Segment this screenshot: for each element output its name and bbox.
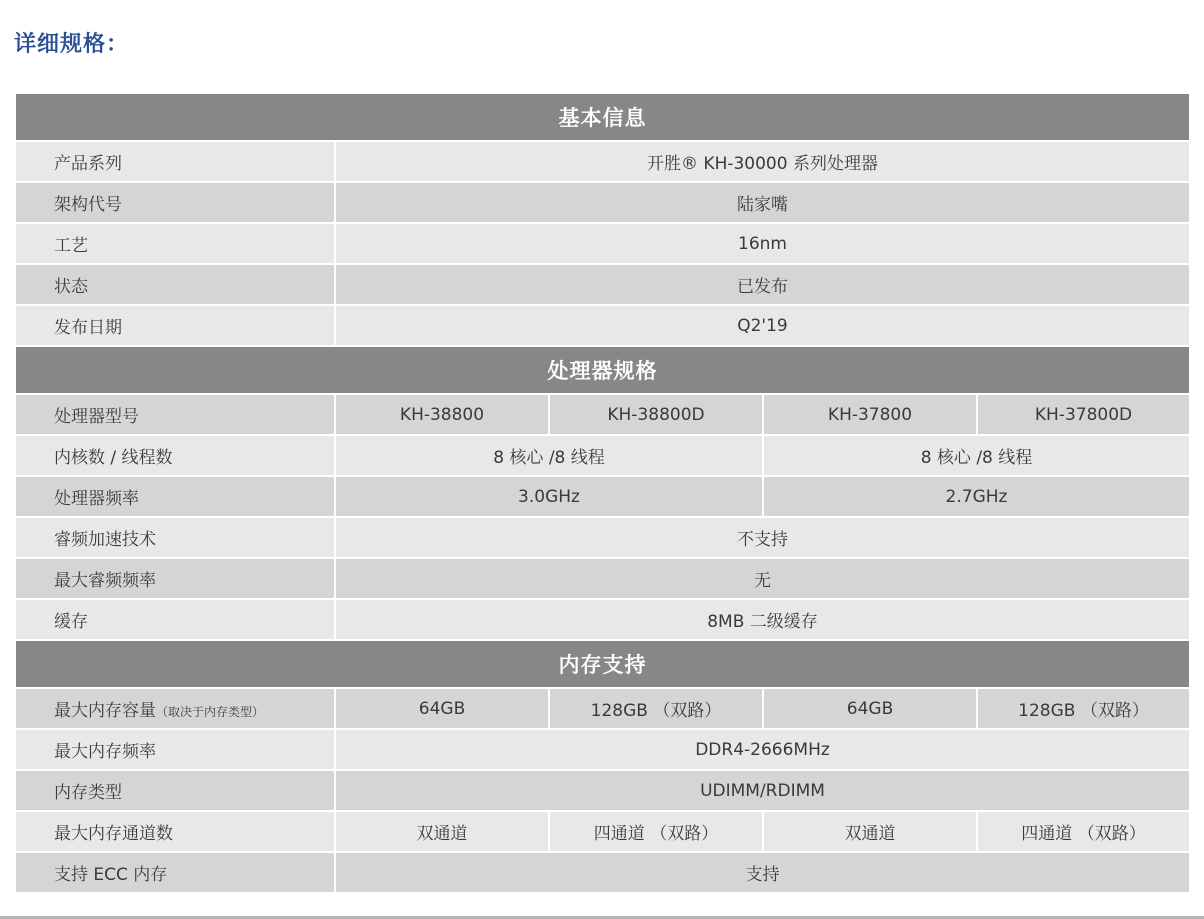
row-label: 架构代号	[15, 182, 335, 223]
page-title: 详细规格：	[14, 32, 130, 57]
row-value: 双通道	[335, 811, 549, 852]
row-value: KH-37800D	[977, 394, 1190, 435]
row-label: 处理器型号	[15, 394, 335, 435]
row-value: 8MB 二级缓存	[335, 599, 1190, 640]
table-row	[15, 599, 1190, 640]
row-value: 8 核心 /8 线程	[335, 435, 763, 476]
table-row	[15, 305, 1190, 346]
row-value: 64GB	[763, 688, 977, 729]
table-row	[15, 729, 1190, 770]
table-row	[15, 811, 1190, 852]
row-value: KH-38800D	[549, 394, 763, 435]
row-value: 无	[335, 558, 1190, 599]
row-value: 双通道	[763, 811, 977, 852]
row-value: KH-37800	[763, 394, 977, 435]
row-label-text: 最大内存容量	[54, 701, 156, 721]
row-value: 四通道 （双路）	[549, 811, 763, 852]
row-value: 128GB （双路）	[549, 688, 763, 729]
table-row	[15, 435, 1190, 476]
table-row	[15, 476, 1190, 517]
row-label: 缓存	[15, 599, 335, 640]
table-row	[15, 141, 1190, 182]
row-value: UDIMM/RDIMM	[335, 770, 1190, 811]
table-row	[15, 264, 1190, 305]
row-label: 最大睿频频率	[15, 558, 335, 599]
row-label: 睿频加速技术	[15, 517, 335, 558]
row-value: 3.0GHz	[335, 476, 763, 517]
row-value: 16nm	[335, 223, 1190, 264]
row-value: 四通道 （双路）	[977, 811, 1190, 852]
row-value: 64GB	[335, 688, 549, 729]
row-value: 不支持	[335, 517, 1190, 558]
row-value: 已发布	[335, 264, 1190, 305]
section-title: 处理器规格	[15, 346, 1190, 394]
row-label: 最大内存频率	[15, 729, 335, 770]
table-row	[15, 558, 1190, 599]
row-label: 产品系列	[15, 141, 335, 182]
table-row	[15, 770, 1190, 811]
row-value: 开胜® KH-30000 系列处理器	[335, 141, 1190, 182]
section-header-processor	[15, 346, 1190, 394]
row-label: 内存类型	[15, 770, 335, 811]
section-header-basic	[15, 93, 1190, 141]
table-row	[15, 182, 1190, 223]
table-row	[15, 223, 1190, 264]
row-value: DDR4-2666MHz	[335, 729, 1190, 770]
row-value: 8 核心 /8 线程	[763, 435, 1190, 476]
table-row	[15, 688, 1190, 729]
row-label-note: （取决于内存类型）	[156, 705, 265, 719]
row-label: 支持 ECC 内存	[15, 852, 335, 893]
row-label: 最大内存通道数	[15, 811, 335, 852]
row-value: 陆家嘴	[335, 182, 1190, 223]
section-title: 基本信息	[15, 93, 1190, 141]
row-value: Q2'19	[335, 305, 1190, 346]
row-value: KH-38800	[335, 394, 549, 435]
row-label	[15, 688, 335, 729]
table-row	[15, 517, 1190, 558]
spec-table	[14, 92, 1191, 894]
row-label: 处理器频率	[15, 476, 335, 517]
row-value: 2.7GHz	[763, 476, 1190, 517]
row-label: 状态	[15, 264, 335, 305]
table-row	[15, 394, 1190, 435]
table-row	[15, 852, 1190, 893]
section-title: 内存支持	[15, 640, 1190, 688]
section-header-memory	[15, 640, 1190, 688]
row-value: 128GB （双路）	[977, 688, 1190, 729]
row-label: 发布日期	[15, 305, 335, 346]
row-label: 内核数 / 线程数	[15, 435, 335, 476]
row-value: 支持	[335, 852, 1190, 893]
row-label: 工艺	[15, 223, 335, 264]
